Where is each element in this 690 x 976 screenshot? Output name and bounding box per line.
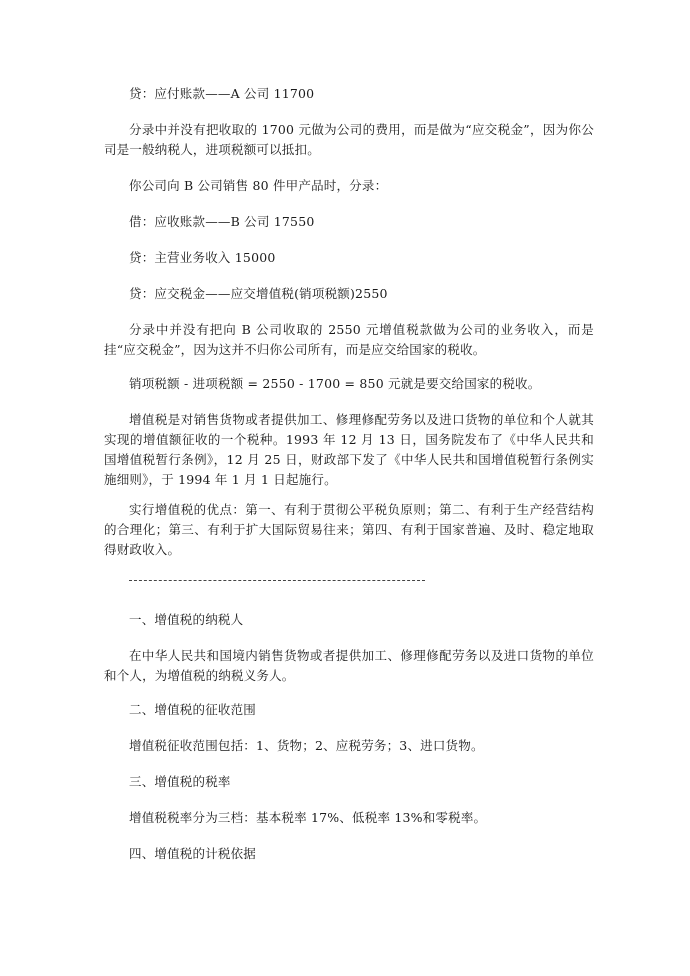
- paragraph-vat-definition: 增值税是对销售货物或者提供加工、修理修配劳务以及进口货物的单位和个人就其实现的增值额征收的一个税种。1993 年 12 月 13 日，国务院发布了《中华人民共和国增值税暂行条例》，12 月 25 日，财政部下发了《中华人民共和国增值税暂行条例实施细则》，于 1994 年 1 月 1 日起施行。: [104, 412, 594, 487]
- paragraph-tax-calculation: 销项税额 - 进项税额 = 2550 - 1700 = 850 元就是要交给国家的税收。: [129, 376, 541, 391]
- paragraph-scope: 增值税征收范围包括：1、货物；2、应税劳务；3、进口货物。: [129, 738, 484, 753]
- paragraph-input-tax-note: 分录中并没有把收取的 1700 元做为公司的费用，而是做为“应交税金”，因为你公司是一般纳税人，进项税额可以抵扣。: [104, 122, 594, 157]
- heading-tax-basis: 四、增值税的计税依据: [129, 846, 257, 861]
- paragraph-taxpayer: 在中华人民共和国境内销售货物或者提供加工、修理修配劳务以及进口货物的单位和个人，为增值税的纳税义务人。: [104, 648, 594, 683]
- paragraph-tax-rate: 增值税税率分为三档：基本税率 17%、低税率 13%和零税率。: [129, 810, 487, 825]
- heading-taxpayer: 一、增值税的纳税人: [129, 612, 244, 627]
- heading-tax-rate: 三、增值税的税率: [129, 774, 231, 789]
- paragraph-credit-payable: 贷：应付账款——A 公司 11700: [129, 86, 315, 101]
- paragraph-debit-receivable: 借：应收账款——B 公司 17550: [129, 214, 315, 229]
- paragraph-vat-advantages: 实行增值税的优点：第一、有利于贯彻公平税负原则；第二、有利于生产经营结构的合理化；第三、有利于扩大国际贸易往来；第四、有利于国家普遍、及时、稳定地取得财政收入。: [104, 502, 594, 557]
- heading-scope: 二、增值税的征收范围: [129, 702, 257, 717]
- dashed-divider: [129, 580, 425, 581]
- paragraph-output-tax-note: 分录中并没有把向 B 公司收取的 2550 元增值税款做为公司的业务收入，而是挂“应交税金”，因为这并不归你公司所有，而是应交给国家的税收。: [104, 322, 594, 357]
- paragraph-credit-output-tax: 贷：应交税金——应交增值税(销项税额)2550: [129, 286, 388, 301]
- paragraph-credit-revenue: 贷：主营业务收入 15000: [129, 250, 276, 265]
- paragraph-sales-intro: 你公司向 B 公司销售 80 件甲产品时，分录：: [129, 178, 388, 193]
